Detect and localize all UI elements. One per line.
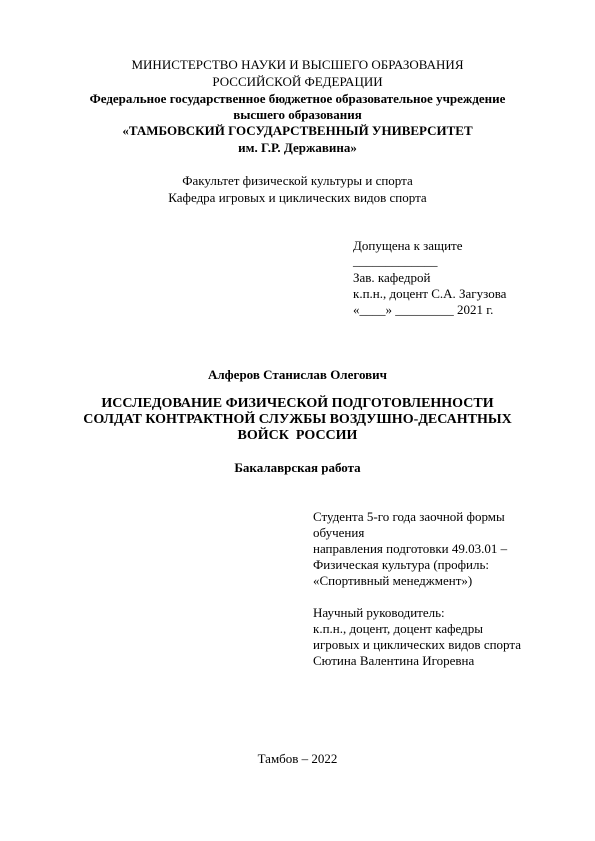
supervisor-line-3: игровых и циклических видов спорта bbox=[313, 637, 521, 652]
thesis-title-line-1: ИССЛЕДОВАНИЕ ФИЗИЧЕСКОЙ ПОДГОТОВЛЕННОСТИ bbox=[101, 396, 494, 411]
faculty-name: Факультет физической культуры и спорта bbox=[182, 173, 413, 188]
thesis-title-line-2: СОЛДАТ КОНТРАКТНОЙ СЛУЖБЫ ВОЗДУШНО-ДЕСАНТНЫХ bbox=[83, 412, 512, 427]
student-info-line-5: «Спортивный менеджмент») bbox=[313, 573, 473, 588]
author-name: Алферов Станислав Олегович bbox=[208, 367, 387, 382]
ministry-line-1: МИНИСТЕРСТВО НАУКИ И ВЫСШЕГО ОБРАЗОВАНИЯ bbox=[131, 57, 464, 72]
approval-line-3: Зав. кафедрой bbox=[353, 270, 431, 285]
approval-line-4: к.п.н., доцент С.А. Загузова bbox=[353, 286, 507, 301]
approval-date-line: «____» _________ 2021 г. bbox=[353, 302, 494, 317]
supervisor-name: Сютина Валентина Игоревна bbox=[313, 653, 475, 668]
approval-signature-line: _____________ bbox=[353, 253, 438, 268]
institution-line-1: Федеральное государственное бюджетное образовательное учреждение bbox=[89, 91, 506, 106]
university-name-line-1: «ТАМБОВСКИЙ ГОСУДАРСТВЕННЫЙ УНИВЕРСИТЕТ bbox=[122, 123, 473, 138]
approval-line-1: Допущена к защите bbox=[353, 238, 463, 253]
university-name-line-2: им. Г.Р. Державина» bbox=[238, 140, 357, 155]
student-info-line-3: направления подготовки 49.03.01 – bbox=[313, 541, 508, 556]
department-name: Кафедра игровых и циклических видов спорта bbox=[168, 190, 427, 205]
city-year: Тамбов – 2022 bbox=[257, 751, 338, 766]
supervisor-line-2: к.п.н., доцент, доцент кафедры bbox=[313, 621, 483, 636]
student-info-line-1: Студента 5-го года заочной формы bbox=[313, 509, 505, 524]
student-info-line-2: обучения bbox=[313, 525, 365, 540]
student-info-line-4: Физическая культура (профиль: bbox=[313, 557, 490, 572]
thesis-title-line-3: ВОЙСК РОССИИ bbox=[237, 428, 358, 443]
ministry-line-2: РОССИЙСКОЙ ФЕДЕРАЦИИ bbox=[212, 74, 383, 89]
institution-line-2: высшего образования bbox=[233, 107, 362, 122]
supervisor-line-1: Научный руководитель: bbox=[313, 605, 445, 620]
work-type: Бакалаврская работа bbox=[234, 460, 361, 475]
